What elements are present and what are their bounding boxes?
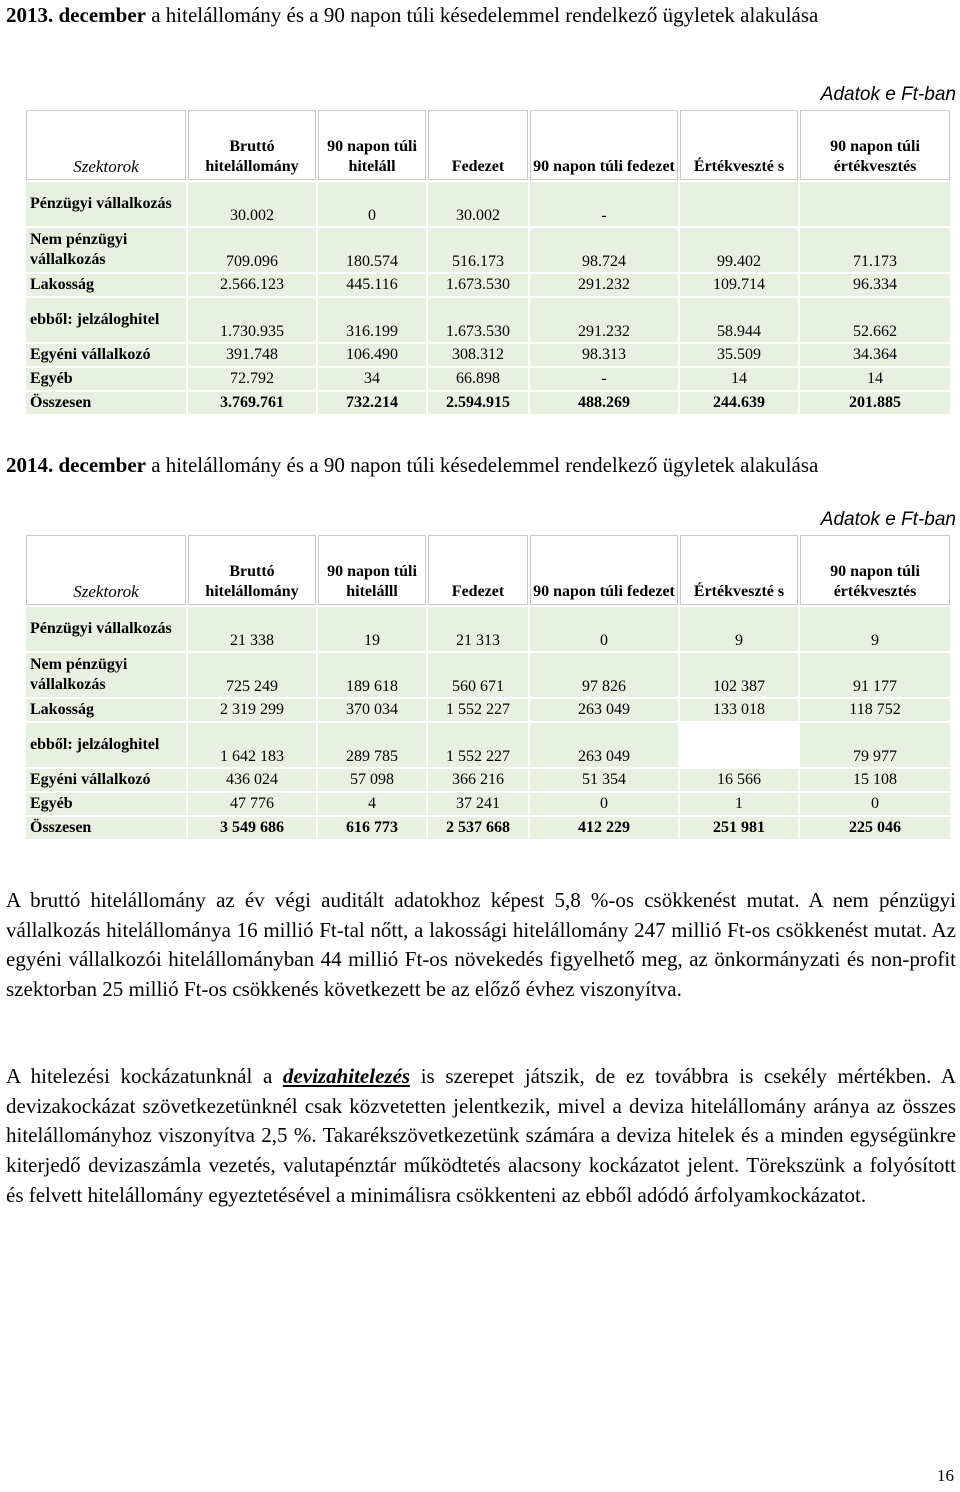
table-cell: 1 552 227 [428,699,528,721]
table-row [26,607,950,651]
emphasis-devizahitelezes: devizahitelezés [282,1064,411,1088]
table-cell: 2.594.915 [428,392,528,414]
row-label: Nem pénzügyi vállalkozás [26,653,186,697]
row-label: Lakosság [26,274,186,296]
table-row [26,274,950,296]
column-header: Fedezet [428,535,528,605]
table-cell: 98.313 [530,344,678,366]
table-cell: 391.748 [188,344,316,366]
row-label: Összesen [26,817,186,839]
row-label: Egyéni vállalkozó [26,769,186,791]
section1-heading-text: a hitelállomány és a 90 napon túli késedelemmel rendelkező ügyletek alakulása [151,3,819,27]
table-cell: 30.002 [188,182,316,226]
table-cell: 725 249 [188,653,316,697]
table-cell: 412 229 [530,817,678,839]
table-cell: 1 642 183 [188,723,316,767]
table-cell: 3.769.761 [188,392,316,414]
table-cell: 436 024 [188,769,316,791]
table-cell: 189 618 [318,653,426,697]
column-header: 90 napon túli értékvesztés [800,535,950,605]
row-label: Egyéb [26,793,186,815]
table-cell: 72.792 [188,368,316,390]
column-header: 90 napon túli értékvesztés [800,110,950,180]
row-label: Pénzügyi vállalkozás [26,607,186,651]
column-header: 90 napon túli fedezet [530,110,678,180]
paragraph-fx-risk-rest: is szerepet játszik, de ez továbbra is csekély mértékben. A devizakockázat szövetkezetünknél csak közvetetten jelentkezik, mivel a deviza hitelállomány aránya az összes hitelállományhoz viszonyítva 2,5 %. Takarékszövetkezetünk számára a deviza hitelek és a minden egységünkre kiterjedő devizaszámla vezetés, valutapénztár működtetés alacsony kockázatot jelent. Törekszünk a folyósított és felvett hitelállomány egyeztetésével a minimálisra csökkenteni az ebből adódó árfolyamkockázatot. [6,1064,956,1207]
table-cell: 2.566.123 [188,274,316,296]
table-cell: 21 338 [188,607,316,651]
table-cell: 0 [530,793,678,815]
table-cell: - [530,182,678,226]
table-cell: 225 046 [800,817,950,839]
table-cell: 488.269 [530,392,678,414]
table-cell: 291.232 [530,274,678,296]
table-cell: 201.885 [800,392,950,414]
table-row [26,344,950,366]
column-header: Értékveszté s [680,535,798,605]
row-label: ebből: jelzáloghitel [26,298,186,342]
table-2014 [24,533,952,841]
table-cell: 34 [318,368,426,390]
row-label: Egyéb [26,368,186,390]
table-cell: 560 671 [428,653,528,697]
row-label: Nem pénzügyi vállalkozás [26,228,186,272]
table-cell: 19 [318,607,426,651]
table-cell: 516.173 [428,228,528,272]
table-row [26,228,950,272]
paragraph-loan-portfolio: A bruttó hitelállomány az év végi auditált adatokhoz képest 5,8 %-os csökkenést mutat. A nem pénzügyi vállalkozás hitelállománya 16 millió Ft-tal nőtt, a lakossági hitelállomány 247 millió Ft-os csökkenést mutat. Az egyéni vállalkozói hitelállományban 44 millió Ft-os növekedés figyelhető meg, az önkormányzati és non-profit szektorban 25 millió Ft-os csökkenés következett be az előző évhez viszonyítva. [6,888,956,1002]
table-cell: 370 034 [318,699,426,721]
page-number: 16 [937,1466,954,1485]
row-label: Egyéni vállalkozó [26,344,186,366]
table-cell: 9 [800,607,950,651]
table-cell: 1.730.935 [188,298,316,342]
table-row [26,723,950,767]
table-cell: 91 177 [800,653,950,697]
table-cell: 16 566 [680,769,798,791]
column-header: Szektorok [26,110,186,180]
table-cell: - [530,368,678,390]
section2-heading [6,450,956,480]
table-cell: 308.312 [428,344,528,366]
table-cell: 57 098 [318,769,426,791]
table-cell: 71.173 [800,228,950,272]
table-cell: 0 [530,607,678,651]
table-row [26,298,950,342]
section1-unit-note: Adatok e Ft-ban [820,84,956,105]
table-cell: 47 776 [188,793,316,815]
table-cell: 4 [318,793,426,815]
table-header-row [26,535,950,605]
table-cell: 2 319 299 [188,699,316,721]
column-header: Bruttó hitelállomány [188,535,316,605]
column-header: Bruttó hitelállomány [188,110,316,180]
table-header-row [26,110,950,180]
table-cell: 1.673.530 [428,298,528,342]
table-cell: 289 785 [318,723,426,767]
table-cell: 616 773 [318,817,426,839]
table-cell: 316.199 [318,298,426,342]
table-cell: 79 977 [800,723,950,767]
table-cell [680,723,798,767]
table-cell: 180.574 [318,228,426,272]
table-cell: 96.334 [800,274,950,296]
paragraph-fx-risk-start: A hitelezési kockázatunknál a [6,1064,283,1088]
table-cell: 66.898 [428,368,528,390]
table-cell: 709.096 [188,228,316,272]
table-cell: 2 537 668 [428,817,528,839]
table-row [26,793,950,815]
table-cell: 3 549 686 [188,817,316,839]
table-cell: 251 981 [680,817,798,839]
table-cell: 118 752 [800,699,950,721]
table-cell: 102 387 [680,653,798,697]
paragraph-fx-risk [6,1062,956,1211]
section1-heading [6,0,956,30]
table-cell: 1 [680,793,798,815]
row-label: Pénzügyi vállalkozás [26,182,186,226]
table-cell: 30.002 [428,182,528,226]
table-row [26,699,950,721]
column-header: 90 napon túli hiteláll [318,110,426,180]
table-cell: 1.673.530 [428,274,528,296]
column-header: Értékveszté s [680,110,798,180]
table-cell: 1 552 227 [428,723,528,767]
table-cell: 0 [800,793,950,815]
table-2013 [24,108,952,416]
section1-heading-year: 2013. december [6,3,146,27]
table-row [26,368,950,390]
table-cell [800,182,950,226]
table-cell: 263 049 [530,699,678,721]
row-label: Összesen [26,392,186,414]
table-cell: 263 049 [530,723,678,767]
column-header: 90 napon túli fedezet [530,535,678,605]
table-cell: 34.364 [800,344,950,366]
table-cell [680,182,798,226]
table-cell: 106.490 [318,344,426,366]
table-cell: 9 [680,607,798,651]
table-cell: 35.509 [680,344,798,366]
row-label: ebből: jelzáloghitel [26,723,186,767]
table-cell: 97 826 [530,653,678,697]
table-cell: 445.116 [318,274,426,296]
section2-heading-text: a hitelállomány és a 90 napon túli késedelemmel rendelkező ügyletek alakulása [151,453,819,477]
table-cell: 291.232 [530,298,678,342]
section2-heading-year: 2014. december [6,453,146,477]
table-cell: 0 [318,182,426,226]
row-label: Lakosság [26,699,186,721]
table-cell: 98.724 [530,228,678,272]
table-cell: 58.944 [680,298,798,342]
table-cell: 133 018 [680,699,798,721]
table-cell: 14 [800,368,950,390]
section2-unit-note: Adatok e Ft-ban [820,509,956,530]
table-cell: 366 216 [428,769,528,791]
table-cell: 244.639 [680,392,798,414]
table-cell: 109.714 [680,274,798,296]
column-header: Szektorok [26,535,186,605]
column-header: 90 napon túli hitelálll [318,535,426,605]
table-cell: 14 [680,368,798,390]
table-cell: 99.402 [680,228,798,272]
table-cell: 732.214 [318,392,426,414]
table-cell: 15 108 [800,769,950,791]
table-cell: 52.662 [800,298,950,342]
table-row [26,182,950,226]
table-row [26,769,950,791]
table-cell: 51 354 [530,769,678,791]
table-cell: 21 313 [428,607,528,651]
table-cell: 37 241 [428,793,528,815]
column-header: Fedezet [428,110,528,180]
table-row [26,392,950,414]
table-row [26,653,950,697]
table-row [26,817,950,839]
